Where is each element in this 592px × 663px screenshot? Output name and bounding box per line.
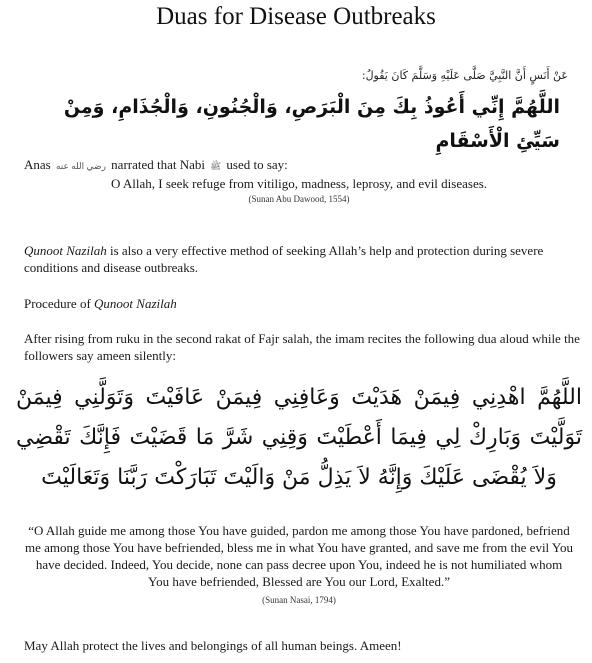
honorific-nabi-icon: ﷺ (210, 160, 222, 171)
closing-line: May Allah protect the lives and belongings of all human beings. Ameen! (24, 638, 402, 653)
qunoot-paragraph (24, 242, 584, 276)
honorific-anas-icon: رضي الله عنه (55, 160, 106, 171)
narrator-name: Anas (24, 157, 51, 172)
source-abu-dawood: (Sunan Abu Dawood, 1554) (248, 194, 350, 204)
dua-translation-disease: O Allah, I seek refuge from vitiligo, madness, leprosy, and evil diseases. (110, 176, 488, 191)
page-title: Duas for Disease Outbreaks (156, 3, 436, 30)
dua-arabic-disease: اللَّهُمَّ إِنِّي أَعُوذُ بِكَ مِنَ الْبَرَصِ، وَالْجُنُونِ، وَالْجُذَامِ، وَمِنْ سَيِّئِ الْأَسْقَامِ (63, 96, 560, 152)
source-nasai: (Sunan Nasai, 1794) (262, 595, 336, 605)
hadith-chain-arabic: عَنْ أَنَسٍ أَنَّ النَّبِيَّ صَلَّى عَلَيْهِ وَسَلَّمَ كَانَ يَقُولُ: (361, 69, 568, 82)
procedure-instructions: After rising from ruku in the second rakat of Fajr salah, the imam recites the following dua aloud while the followers say ameen silently: (24, 331, 580, 363)
narration-line (24, 156, 574, 175)
procedure-term: Qunoot Nazilah (94, 296, 177, 311)
procedure-label: Procedure of (24, 296, 95, 311)
narration-mid: narrated that Nabi (111, 157, 206, 172)
dua-arabic-qunoot: اللَّهُمَّ اهْدِنِي فِيمَنْ هَدَيْتَ وَعَافِنِي فِيمَنْ عَافَيْتَ وَتَوَلَّنِي فِيمَنْ تَوَلَّيْتَ وَبَارِكْ لِي فِيمَا أَعْطَيْتَ وَقِنِي شَرَّ مَا قَضَيْتَ فَإِنَّكَ تَقْضِي وَلاَ يُقْضَى عَلَيْكَ وَإِنَّهُ لاَ يَذِلُّ مَنْ وَالَيْتَ تَبَارَكْتَ رَبَّنَا وَتَعَالَيْتَ (16, 385, 582, 490)
procedure-heading (24, 295, 584, 312)
qunoot-term: Qunoot Nazilah (24, 243, 107, 258)
dua-translation-qunoot: “O Allah guide me among those You have guided, pardon me among those You have pardoned, befriend me among those You have befriended, bless me in what You have granted, and save me from the evil You have decided. Indeed, You decide, none can pass decree upon You, indeed he is not humiliated whom You have befriended, Blessed are You our Lord, Exalted.” (24, 523, 574, 589)
qunoot-text: is also a very effective method of seeking Allah’s help and protection during severe conditions and disease outbreaks. (24, 243, 544, 275)
narration-post: used to say: (226, 157, 288, 172)
